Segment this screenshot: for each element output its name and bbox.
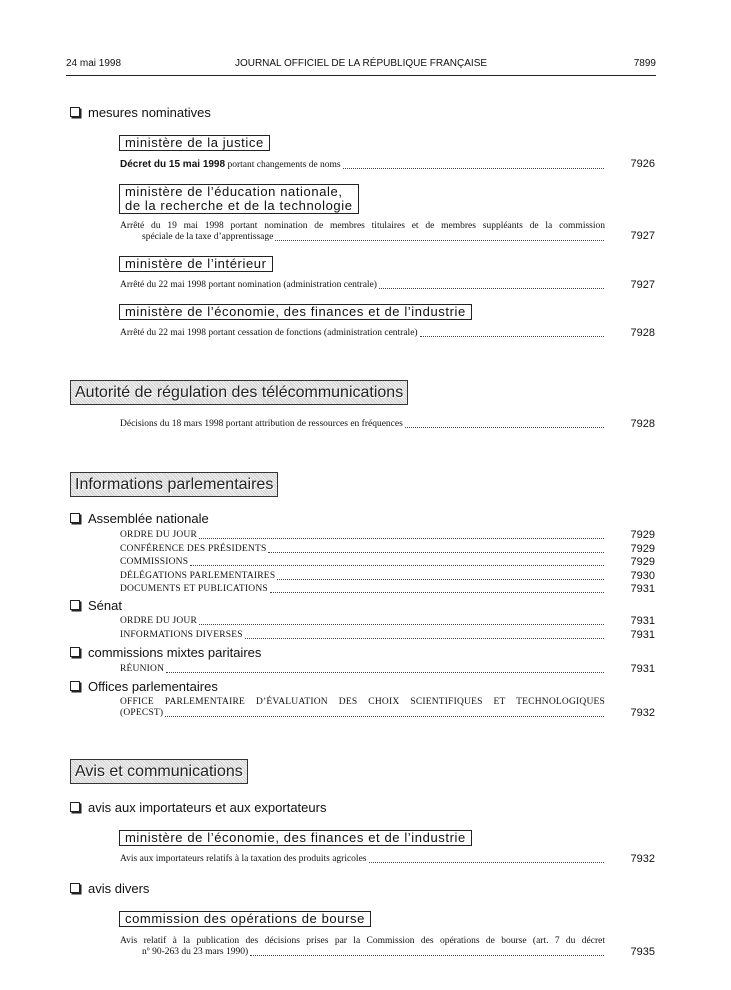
section-title-avis: Avis et communications — [70, 759, 248, 784]
dot-leader — [275, 240, 604, 241]
ministry-label-justice — [119, 135, 270, 151]
ministry-label-text: ministère de l’éducation nationale, — [125, 184, 343, 199]
checkbox-bullet-icon — [70, 513, 80, 523]
ministry-label-education — [119, 184, 359, 214]
page-ref: 7929 — [630, 556, 655, 568]
header-journal-title: JOURNAL OFFICIEL DE LA RÉPUBLIQUE FRANÇAISE — [234, 58, 488, 69]
heading-text: Offices parlementaires — [88, 679, 218, 694]
heading-avis-importateurs — [70, 800, 326, 815]
entry-avis-cob[interactable] — [120, 936, 605, 958]
page-ref: 7931 — [630, 583, 655, 595]
toc-list-item[interactable] — [120, 530, 605, 541]
page-ref: 7931 — [630, 663, 655, 675]
ministry-label-text: ministère de l’économie, des finances et de l’industrie — [125, 304, 466, 319]
dot-leader — [270, 592, 604, 593]
dot-leader — [199, 624, 604, 625]
heading-mesures-nominatives — [70, 105, 211, 120]
toc-item-label: COMMISSIONS — [120, 557, 189, 567]
entry-text: Arrêté du 22 mai 1998 portant cessation de fonctions (administration centrale) — [120, 328, 418, 338]
dot-leader — [277, 579, 604, 580]
ministry-label-interieur — [119, 256, 273, 272]
entry-text-line: Avis relatif à la publication des décisions prises par la Commission des opérations de bourse (art. 7 du décret — [120, 936, 605, 946]
dot-leader — [420, 336, 604, 337]
toc-item-label: ORDRE DU JOUR — [120, 530, 198, 540]
checkbox-bullet-icon — [70, 883, 80, 893]
toc-list-item[interactable] — [120, 584, 605, 595]
entry-text-line: nº 90-263 du 23 mars 1990) — [142, 947, 249, 957]
page-ref: 7926 — [630, 158, 655, 170]
ministry-label-text: ministère de l’intérieur — [125, 256, 267, 271]
entry-text: Avis aux importateurs relatifs à la taxation des produits agricoles — [120, 854, 367, 864]
entry-text-line: Arrêté du 19 mai 1998 portant nomination de membres titulaires et de membres suppléants de la commission — [120, 221, 605, 231]
entry-text-line: OFFICE PARLEMENTAIRE D’ÉVALUATION DES CHOIX SCIENTIFIQUES ET TECHNOLOGIQUES — [120, 697, 605, 707]
heading-commissions-mixtes — [70, 645, 261, 660]
page-ref: 7935 — [630, 946, 655, 958]
dot-leader — [165, 716, 604, 717]
toc-list-item[interactable] — [120, 664, 605, 675]
toc-item-label: INFORMATIONS DIVERSES — [120, 629, 243, 640]
entry-text: portant changements de noms — [227, 160, 341, 170]
heading-text: Assemblée nationale — [88, 511, 209, 526]
dot-leader — [379, 288, 604, 289]
toc-list-item[interactable] — [120, 557, 605, 568]
page-ref: 7929 — [630, 529, 655, 541]
entry-importateurs[interactable] — [120, 854, 605, 865]
toc-item-label: DOCUMENTS ET PUBLICATIONS — [120, 584, 268, 594]
heading-offices-parlementaires — [70, 679, 218, 694]
dot-leader — [369, 862, 605, 863]
running-header — [66, 58, 656, 74]
dot-leader — [166, 672, 604, 673]
entry-economie[interactable] — [120, 328, 605, 339]
page-ref: 7929 — [630, 542, 655, 555]
checkbox-bullet-icon — [70, 107, 80, 117]
dot-leader — [190, 565, 604, 566]
toc-item-label: ORDRE DU JOUR — [120, 616, 198, 626]
dot-leader — [245, 638, 604, 639]
page-ref: 7927 — [630, 279, 655, 291]
heading-text: Sénat — [88, 598, 122, 613]
checkbox-bullet-icon — [70, 647, 80, 657]
section-title-autorite: Autorité de régulation des télécommunications — [70, 380, 408, 405]
ministry-label-text: de la recherche et de la technologie — [125, 198, 353, 213]
checkbox-bullet-icon — [70, 600, 80, 610]
toc-list-item[interactable] — [120, 571, 605, 582]
heading-text: avis aux importateurs et aux exportateurs — [88, 800, 327, 815]
dot-leader — [343, 168, 604, 169]
checkbox-bullet-icon — [70, 802, 80, 812]
commission-label-text: commission des opérations de bourse — [125, 911, 365, 926]
entry-bold-title: Décret du 15 mai 1998 — [120, 159, 226, 170]
page-ref: 7930 — [630, 569, 655, 582]
toc-item-label: CONFÉRENCE DES PRÉSIDENTS — [120, 543, 267, 554]
page-ref: 7928 — [630, 418, 655, 430]
checkbox-bullet-icon — [70, 681, 80, 691]
toc-item-label: RÉUNION — [120, 664, 165, 674]
entry-justice[interactable] — [120, 159, 605, 171]
entry-text: Décisions du 18 mars 1998 portant attribution de ressources en fréquences — [120, 419, 403, 429]
ministry-label-economie — [119, 304, 472, 320]
toc-list-item[interactable] — [120, 630, 605, 641]
header-page-number: 7899 — [633, 58, 656, 69]
toc-item-label: DÉLÉGATIONS PARLEMENTAIRES — [120, 570, 276, 581]
entry-text: Arrêté du 22 mai 1998 portant nomination (administration centrale) — [120, 280, 377, 290]
heading-text: avis divers — [88, 881, 150, 896]
header-rule — [66, 75, 656, 76]
dot-leader — [405, 427, 604, 428]
commission-label-cob — [119, 911, 371, 927]
page-ref: 7928 — [630, 327, 655, 339]
page-ref: 7931 — [630, 615, 655, 627]
entry-autorite[interactable] — [120, 419, 605, 430]
heading-text: commissions mixtes paritaires — [88, 645, 262, 660]
entry-text-line: spéciale de la taxe d’apprentissage — [142, 232, 274, 242]
heading-text: mesures nominatives — [88, 105, 211, 120]
entry-opecst[interactable] — [120, 697, 605, 719]
page-ref: 7932 — [630, 707, 655, 719]
page-ref: 7932 — [630, 853, 655, 865]
section-title-informations: Informations parlementaires — [70, 472, 278, 497]
dot-leader — [250, 955, 604, 956]
entry-text-line: (OPECST) — [120, 708, 164, 718]
toc-list-item[interactable] — [120, 544, 605, 555]
entry-education[interactable] — [120, 221, 605, 243]
ministry-label-text: ministère de l’économie, des finances et de l’industrie — [125, 830, 466, 845]
ministry-label-text: ministère de la justice — [125, 135, 264, 150]
entry-interieur[interactable] — [120, 280, 605, 291]
toc-list-item[interactable] — [120, 616, 605, 627]
heading-senat — [70, 598, 122, 613]
header-date: 24 mai 1998 — [66, 58, 122, 69]
dot-leader — [199, 538, 604, 539]
dot-leader — [268, 552, 604, 553]
heading-assemblee-nationale — [70, 511, 209, 526]
heading-avis-divers — [70, 881, 149, 896]
page-ref: 7931 — [630, 628, 655, 641]
page-ref: 7927 — [630, 230, 655, 242]
ministry-label-economie-avis — [119, 830, 472, 846]
